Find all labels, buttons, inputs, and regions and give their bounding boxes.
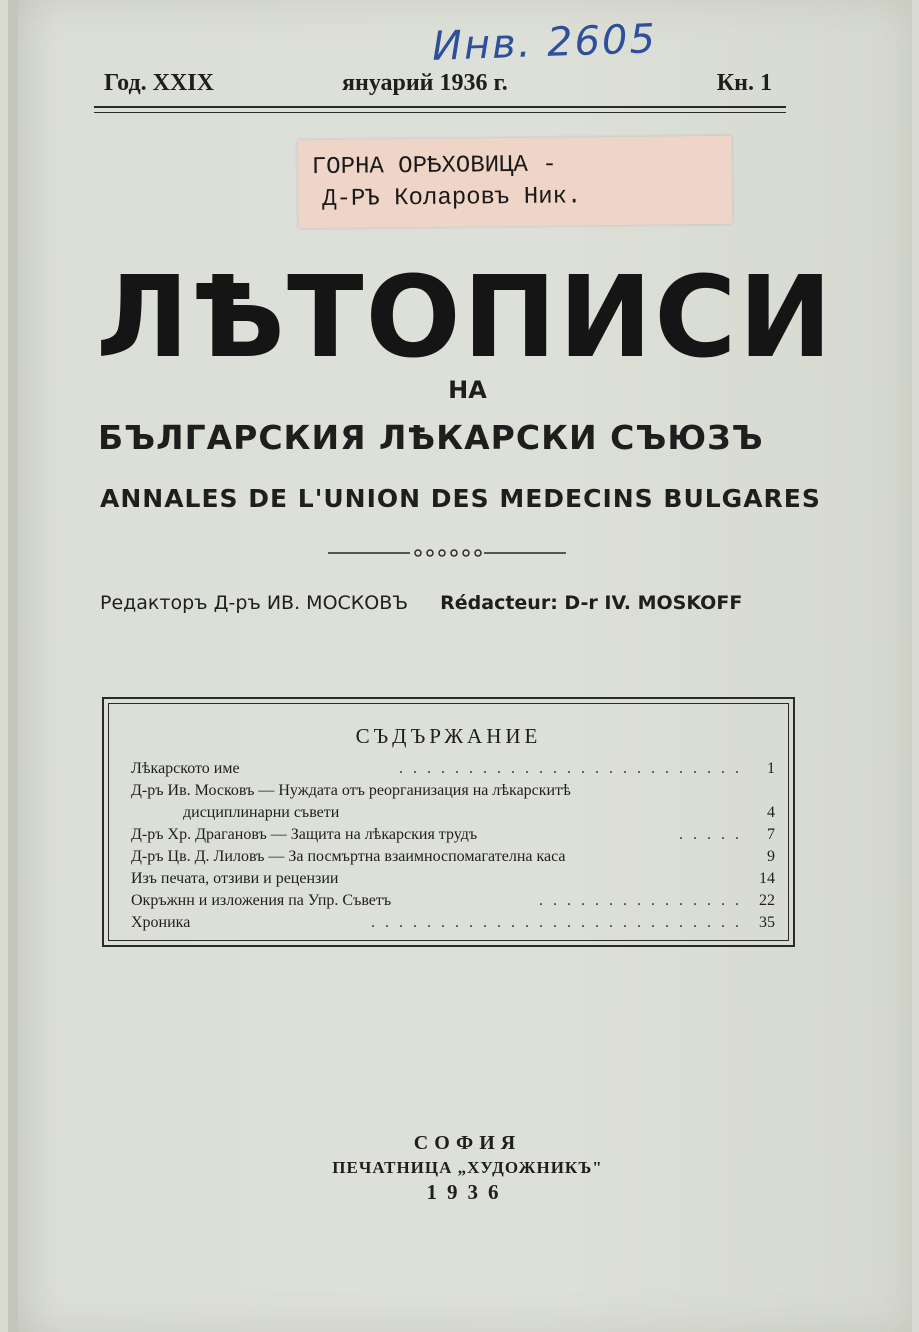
toc-heading: СЪДЪРЖАНИЕ — [355, 724, 542, 748]
ornament-divider — [328, 545, 566, 561]
journal-cover — [8, 0, 912, 1332]
toc-item-page: 14 — [759, 870, 775, 887]
toc-item-page: 1 — [767, 760, 775, 777]
volume-year: Год. XXIX — [104, 70, 214, 96]
imprint-city: СОФИЯ — [413, 1132, 522, 1154]
toc-leader-dots: ........................... — [371, 914, 749, 931]
issue-number: Кн. 1 — [716, 70, 772, 96]
imprint-printer: ПЕЧАТНИЦА „ХУДОЖНИКЪ" — [332, 1158, 603, 1177]
issue-date: януарий 1936 г. — [342, 70, 508, 96]
title-preposition: НА — [448, 376, 487, 404]
editor-fr: Rédacteur: D-r IV. MOSKOFF — [440, 592, 743, 614]
toc-inner-frame — [108, 703, 789, 941]
toc-item-page: 7 — [767, 826, 775, 843]
union-name-bg: БЪЛГАРСКИЯ ЛѢКАРСКИ СЪЮЗЪ — [98, 418, 764, 457]
toc-item-title: Д-ръ Хр. Драгановъ — Защита на лѣкарския трудъ — [131, 826, 478, 843]
journal-title: ЛѢТОПИСИ — [96, 253, 835, 383]
editor-bg: Редакторъ Д-ръ ИВ. МОСКОВЪ — [100, 592, 409, 614]
owner-label-line2: Д-РЪ Коларовъ Ник. — [322, 183, 582, 214]
toc-item-page: 22 — [759, 892, 775, 909]
toc-item-page: 4 — [767, 804, 775, 821]
toc-leader-dots: ............... — [539, 892, 749, 909]
toc-item-title: Изъ печата, отзиви и рецензии — [131, 870, 339, 887]
toc-item-title-continued: дисциплинарни съвети — [183, 804, 340, 821]
table-of-contents — [102, 697, 795, 947]
toc-item-page: 9 — [767, 848, 775, 865]
owner-label-line1: ГОРНА ОРѢХОВИЦА - — [311, 151, 557, 182]
toc-leader-dots: ..... — [679, 826, 749, 843]
handwritten-inventory-note: Инв. 2605 — [431, 16, 658, 70]
union-name-fr: ANNALES DE L'UNION DES MEDECINS BULGARES — [100, 484, 821, 513]
toc-item — [131, 868, 775, 890]
toc-item-title: Д-ръ Ив. Московъ — Нуждата отъ реорганизация на лѣкарскитѣ — [131, 782, 571, 799]
header-rule — [94, 106, 786, 113]
owner-label — [298, 136, 733, 229]
imprint-year: 1936 — [426, 1180, 509, 1204]
toc-leader-dots: ......................... — [399, 760, 749, 777]
toc-item — [131, 758, 775, 780]
toc-list — [131, 758, 775, 934]
editor-line — [100, 592, 742, 614]
toc-item-title: Д-ръ Цв. Д. Лиловъ — За посмъртна взаимноспомагателна каса — [131, 848, 566, 865]
cover-header — [104, 70, 772, 104]
toc-item-title: Лѣкарското име — [131, 760, 240, 777]
toc-item-page: 35 — [759, 914, 775, 931]
toc-item — [131, 912, 775, 934]
toc-item-title: Хроника — [131, 914, 191, 931]
toc-item — [131, 824, 775, 846]
toc-item — [131, 780, 775, 824]
toc-item — [131, 890, 775, 912]
toc-item — [131, 846, 775, 868]
toc-item-title: Окръжнн и изложения па Упр. Съветъ — [131, 892, 392, 909]
